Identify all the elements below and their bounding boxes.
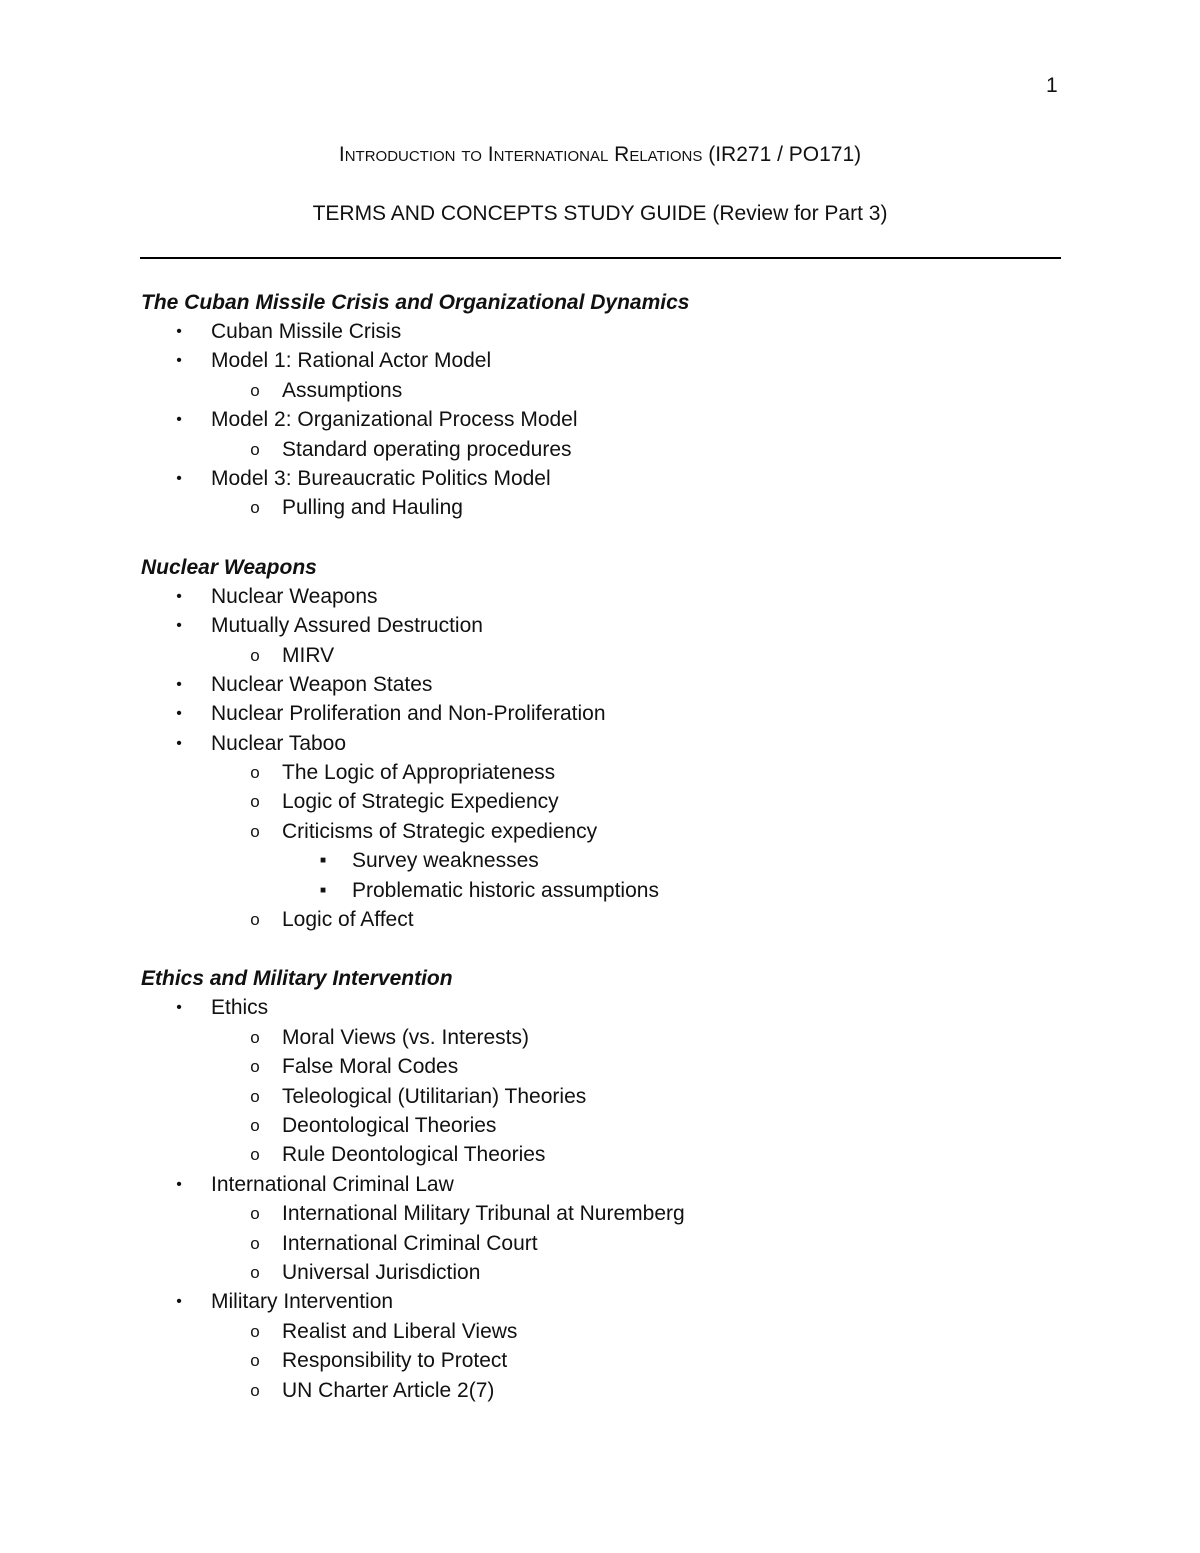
list-item: [141, 905, 1101, 934]
circle-bullet-icon: o: [250, 645, 260, 665]
list-item-text: Moral Views (vs. Interests): [282, 1025, 530, 1049]
list-item-text: Logic of Affect: [282, 908, 414, 932]
list-item: [141, 758, 1101, 787]
bullet-icon: •: [176, 469, 182, 487]
list-item: [141, 405, 1101, 434]
list-item-text: The Logic of Appropriateness: [282, 761, 556, 785]
list-item-text: Cuban Missile Crisis: [211, 320, 402, 343]
list-item-text: Ethics: [211, 996, 269, 1020]
circle-bullet-icon: o: [250, 763, 260, 783]
circle-bullet-icon: o: [250, 821, 260, 841]
circle-bullet-icon: o: [250, 1351, 260, 1371]
horizontal-rule: [140, 257, 1061, 259]
circle-bullet-icon: o: [250, 910, 260, 930]
section-heading: Nuclear Weapons: [141, 555, 317, 579]
list-item-text: Problematic historic assumptions: [352, 878, 659, 902]
list-item: [141, 317, 1101, 346]
list-item-text: Model 2: Organizational Process Model: [211, 408, 578, 432]
circle-bullet-icon: o: [250, 1233, 260, 1253]
list-item: [141, 787, 1101, 816]
list-item: [141, 1052, 1101, 1081]
list-item: [141, 611, 1101, 640]
circle-bullet-icon: o: [250, 380, 260, 400]
study-guide-content: [141, 288, 1101, 1435]
bullet-icon: •: [176, 1175, 182, 1193]
list-item: [141, 435, 1101, 464]
circle-bullet-icon: o: [250, 1057, 260, 1077]
list-item-text: Teleological (Utilitarian) Theories: [282, 1084, 587, 1108]
list-item: [141, 817, 1101, 846]
list-item-text: Mutually Assured Destruction: [211, 614, 483, 638]
list-item: [141, 1229, 1101, 1258]
list-item: [141, 346, 1101, 375]
bullet-icon: •: [176, 411, 182, 429]
list-item: [141, 1140, 1101, 1169]
circle-bullet-icon: o: [250, 1204, 260, 1224]
section: [141, 964, 1101, 1404]
section-heading: The Cuban Missile Crisis and Organizational Dynamics: [141, 291, 690, 314]
bullet-icon: •: [176, 675, 182, 693]
list-item: [141, 876, 1101, 905]
section: [141, 288, 1101, 523]
circle-bullet-icon: o: [250, 439, 260, 459]
list-item-text: Criticisms of Strategic expediency: [282, 819, 598, 843]
list-item: [141, 670, 1101, 699]
document-title: [0, 143, 1200, 167]
circle-bullet-icon: o: [250, 1086, 260, 1106]
list-item-text: International Criminal Court: [282, 1231, 538, 1255]
list-item-text: Model 1: Rational Actor Model: [211, 349, 492, 373]
list-item: [141, 582, 1101, 611]
circle-bullet-icon: o: [250, 498, 260, 518]
list-item: [141, 1082, 1101, 1111]
circle-bullet-icon: o: [250, 1262, 260, 1282]
circle-bullet-icon: o: [250, 792, 260, 812]
bullet-icon: •: [176, 587, 182, 605]
list-item: [141, 1170, 1101, 1199]
list-item-text: False Moral Codes: [282, 1055, 459, 1079]
square-bullet-icon: ■: [319, 855, 327, 867]
list-item-text: Logic of Strategic Expediency: [282, 790, 559, 814]
list-item: [141, 376, 1101, 405]
list-item: [141, 1317, 1101, 1346]
list-item: [141, 993, 1101, 1022]
list-item: [141, 1111, 1101, 1140]
list-item-text: UN Charter Article 2(7): [282, 1378, 495, 1402]
list-item: [141, 1023, 1101, 1052]
list-item: [141, 699, 1101, 728]
list-item-text: Universal Jurisdiction: [282, 1260, 481, 1284]
bullet-icon: •: [176, 617, 182, 635]
section: [141, 553, 1101, 935]
circle-bullet-icon: o: [250, 1145, 260, 1165]
square-bullet-icon: ■: [319, 884, 327, 896]
list-item: [141, 493, 1101, 522]
list-item-text: MIRV: [282, 643, 335, 667]
course-codes: (IR271 / PO171): [708, 143, 862, 166]
list-item: [141, 846, 1101, 875]
list-item: [141, 641, 1101, 670]
bullet-icon: •: [176, 1293, 182, 1311]
list-item: [141, 1287, 1101, 1316]
bullet-icon: •: [176, 352, 182, 370]
list-item-text: Realist and Liberal Views: [282, 1319, 518, 1343]
document-subtitle: TERMS AND CONCEPTS STUDY GUIDE (Review for Part 3): [312, 202, 888, 225]
list-item: [141, 1346, 1101, 1375]
list-item-text: Pulling and Hauling: [282, 496, 463, 520]
list-item-text: Survey weaknesses: [352, 849, 539, 873]
circle-bullet-icon: o: [250, 1115, 260, 1135]
list-item: [141, 1376, 1101, 1405]
section-heading: Ethics and Military Intervention: [141, 967, 453, 991]
list-item-text: International Military Tribunal at Nuremberg: [282, 1202, 685, 1226]
list-item-text: Military Intervention: [211, 1290, 394, 1314]
list-item-text: Assumptions: [282, 378, 403, 402]
bullet-icon: •: [176, 999, 182, 1017]
list-item-text: Rule Deontological Theories: [282, 1143, 546, 1167]
list-item: [141, 729, 1101, 758]
list-item-text: Deontological Theories: [282, 1113, 497, 1137]
bullet-icon: •: [176, 705, 182, 723]
list-item-text: Nuclear Taboo: [211, 731, 347, 755]
circle-bullet-icon: o: [250, 1321, 260, 1341]
list-item: [141, 1258, 1101, 1287]
list-item-text: International Criminal Law: [211, 1172, 454, 1196]
bullet-icon: •: [176, 734, 182, 752]
bullet-icon: •: [176, 323, 182, 340]
list-item-text: Standard operating procedures: [282, 437, 572, 461]
circle-bullet-icon: o: [250, 1027, 260, 1047]
course-name: Introduction to International Relations: [338, 143, 703, 166]
list-item-text: Nuclear Proliferation and Non-Proliferation: [211, 702, 606, 726]
circle-bullet-icon: o: [250, 1380, 260, 1400]
list-item-text: Model 3: Bureaucratic Politics Model: [211, 466, 551, 490]
page-number: 1: [1046, 74, 1058, 97]
list-item: [141, 464, 1101, 493]
list-item-text: Responsibility to Protect: [282, 1349, 508, 1373]
list-item-text: Nuclear Weapons: [211, 584, 378, 608]
list-item: [141, 1199, 1101, 1228]
list-item-text: Nuclear Weapon States: [211, 672, 433, 696]
